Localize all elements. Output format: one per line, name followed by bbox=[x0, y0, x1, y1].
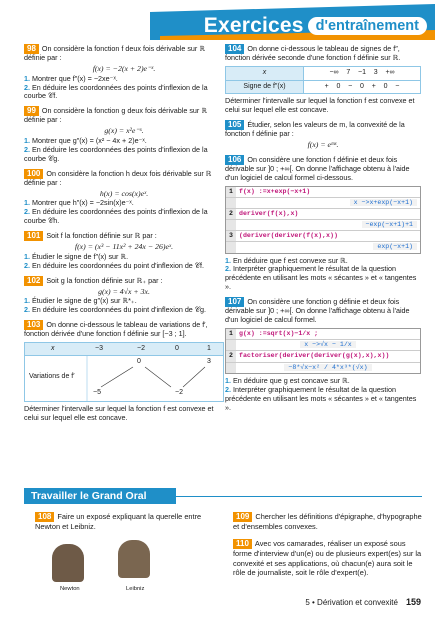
exercise-text: Déterminer l'intervalle sur lequel la fonction f est convexe et celui sur lequel elle est concave. bbox=[24, 403, 214, 422]
table-var-value: −2 bbox=[175, 388, 183, 396]
table-signs bbox=[304, 80, 421, 94]
question-text: Interpréter graphiquement le résultat de la question précédente en utilisant les mots « sécantes » et « tangentes ». bbox=[225, 264, 417, 292]
table-x-label: x bbox=[51, 344, 55, 352]
exercise-number: 105 bbox=[225, 120, 244, 130]
x-val: −∞ bbox=[329, 68, 339, 76]
cas-row bbox=[226, 340, 420, 351]
exercise-number: 101 bbox=[24, 231, 43, 241]
newton-portrait bbox=[52, 544, 84, 582]
cas-row bbox=[226, 242, 420, 252]
exercise-number: 100 bbox=[24, 169, 43, 179]
cas-result: −8*√x−x² / 4*x³*(√x) bbox=[284, 364, 371, 371]
cas-result: x −>x+exp(−x+1) bbox=[350, 199, 417, 206]
cas-input: g(x) :=sqrt(x)−1/x ; bbox=[239, 330, 319, 338]
question-text: En déduire les coordonnées du point d'inflexion de 𝒞g. bbox=[32, 305, 207, 315]
exercise-number: 107 bbox=[225, 297, 244, 307]
table-sign-label: Signe de f″(x) bbox=[226, 80, 304, 94]
page-footer bbox=[305, 597, 421, 607]
sign: − bbox=[395, 82, 400, 90]
question-number: 2. bbox=[225, 384, 231, 394]
question-number: 1. bbox=[24, 73, 30, 83]
caption-leibniz: Leibniz bbox=[126, 586, 145, 592]
table-x-value: 1 bbox=[207, 344, 211, 352]
leibniz-portrait bbox=[118, 540, 150, 578]
cas-line-number: 1 bbox=[226, 329, 236, 339]
cas-output bbox=[225, 186, 421, 254]
cas-result: exp(−x+1) bbox=[373, 243, 417, 250]
exercise-number: 103 bbox=[24, 320, 43, 330]
x-val: −1 bbox=[358, 68, 366, 76]
question-text: En déduire les coordonnées des points d'inflexion de la courbe 𝒞f. bbox=[24, 82, 208, 101]
cas-input: deriver(f(x),x) bbox=[239, 209, 299, 217]
chapter-label: 5 • Dérivation et convexité bbox=[305, 597, 398, 607]
question-text: Montrer que f″(x) = −2xe⁻ˣ. bbox=[32, 73, 118, 83]
exercise-99 bbox=[24, 106, 224, 163]
exercise-text: Chercher les définitions d'épigraphe, d'hypographe et d'ensembles convexes. bbox=[233, 512, 422, 531]
question-number: 1. bbox=[24, 198, 30, 208]
cas-line-number: 2 bbox=[226, 351, 236, 361]
exercise-98 bbox=[24, 44, 224, 101]
cas-line-number: 1 bbox=[226, 187, 236, 197]
question-text: Étudier le signe de f″(x) sur ℝ. bbox=[32, 251, 129, 261]
exercise-text: Soit g la fonction définie sur ℝ₊ par : bbox=[46, 275, 163, 285]
question-number: 1. bbox=[24, 135, 30, 145]
question-number: 2. bbox=[24, 305, 30, 315]
divider bbox=[176, 496, 422, 497]
exercise-text: Déterminer l'intervalle sur lequel la fonction f est convexe et celui sur lequel elle est concave. bbox=[225, 96, 415, 115]
exercise-text: Étudier, selon les valeurs de m, la convexité de la fonction f définie par : bbox=[225, 120, 405, 139]
variation-arrows bbox=[25, 343, 225, 401]
caption-newton: Newton bbox=[60, 586, 80, 592]
question-text: Montrer que h″(x) = −2sin(x)e⁻ˣ. bbox=[32, 198, 134, 208]
question-text: En déduire que g est concave sur ℝ. bbox=[233, 375, 350, 385]
x-val: 3 bbox=[373, 68, 378, 76]
question-text: En déduire les coordonnées des points d'inflexion de la courbe 𝒞g. bbox=[24, 144, 208, 163]
exercise-text: On donne ci-dessous le tableau de variations de f′, fonction dérivée d'une fonction f définie sur [−3 ; 1]. bbox=[24, 320, 208, 339]
cas-line-number: 3 bbox=[226, 231, 236, 241]
sign: 0 bbox=[360, 82, 364, 90]
sign-table bbox=[225, 66, 421, 94]
cas-row bbox=[226, 209, 420, 220]
table-x-value: −3 bbox=[95, 344, 103, 352]
exercise-text: On considère la fonction g deux fois dérivable sur ℝ définie par : bbox=[24, 106, 208, 125]
question-number: 2. bbox=[24, 144, 30, 154]
cas-row bbox=[226, 198, 420, 209]
question-number: 2. bbox=[225, 264, 231, 274]
exercise-text: On donne ci-dessous le tableau de signes de f″, fonction dérivée seconde d'une fonction f définie sur ℝ. bbox=[225, 44, 401, 62]
cas-row bbox=[226, 231, 420, 242]
sign: 0 bbox=[336, 82, 341, 90]
variation-table bbox=[24, 342, 224, 402]
exercise-110 bbox=[233, 539, 423, 577]
x-val: 7 bbox=[346, 68, 351, 76]
exercise-text: Soit f la fonction définie sur ℝ par : bbox=[46, 231, 157, 241]
exercise-number: 98 bbox=[24, 44, 39, 54]
right-column bbox=[225, 44, 421, 417]
question-text: En déduire les coordonnées des points d'inflexion de la courbe 𝒞h. bbox=[24, 207, 208, 226]
exercise-105 bbox=[225, 120, 421, 150]
cas-input: f(x) :=x+exp(−x+1) bbox=[239, 187, 311, 195]
table-x-label: x bbox=[226, 66, 304, 80]
formula: f(x) = −2(x + 2)e⁻ˣ. bbox=[92, 63, 156, 73]
exercise-number: 104 bbox=[225, 44, 244, 54]
cas-input: (deriver(deriver(f(x),x)) bbox=[239, 232, 338, 240]
exercise-number: 106 bbox=[225, 155, 244, 165]
exercise-108 bbox=[35, 512, 220, 531]
table-x-value bbox=[304, 66, 421, 80]
exercise-text: Faire un exposé expliquant la querelle entre Newton et Leibniz. bbox=[35, 512, 202, 531]
title-main: Exercices bbox=[203, 14, 304, 37]
exercise-text: Avec vos camarades, réaliser un exposé sous forme d'interview d'un(e) ou de plusieurs expert(es) sur la convexité et ses applications, où chacun(e) aura soit le rôle de journaliste, soit le rôle d'expert(e). bbox=[233, 539, 422, 577]
formula: g(x) = x²e⁻ˣ. bbox=[104, 126, 144, 136]
exercise-number: 99 bbox=[24, 106, 39, 116]
cas-row bbox=[226, 220, 420, 231]
question-text: Étudier le signe de g″(x) sur ℝ*₊. bbox=[32, 296, 137, 306]
question-text: En déduire que f est convexe sur ℝ. bbox=[233, 255, 348, 265]
exercise-number: 108 bbox=[35, 512, 54, 522]
question-number: 1. bbox=[225, 375, 231, 385]
x-val: +∞ bbox=[385, 68, 395, 76]
title-pill: d'entraînement bbox=[308, 17, 427, 35]
table-var-value: 0 bbox=[137, 357, 141, 365]
exercise-text: On considère une fonction f définie et deux fois dérivable sur ]0 ; +∞[. On donne l'affichage obtenu à l'aide d'un logiciel de calcul formel ci-dessous. bbox=[225, 154, 410, 182]
exercise-text: On considère une fonction g définie et deux fois dérivable sur ]0 ; +∞[. On donne l'affichage obtenu à l'aide d'un logiciel de calcul formel. bbox=[225, 297, 410, 325]
question-number: 2. bbox=[24, 207, 30, 217]
question-text: Montrer que g″(x) = (x² − 4x + 2)e⁻ˣ. bbox=[32, 135, 147, 145]
exercise-104 bbox=[225, 44, 421, 115]
table-x-value: 0 bbox=[175, 344, 179, 352]
formula: f(x) = eᵐˣ. bbox=[307, 140, 339, 150]
question-number: 1. bbox=[24, 296, 30, 306]
exercise-106 bbox=[225, 155, 421, 293]
table-var-value: 3 bbox=[207, 357, 211, 365]
oral-right-column bbox=[233, 512, 423, 577]
exercise-text: On considère la fonction f deux fois dérivable sur ℝ définie par : bbox=[24, 44, 206, 62]
cas-result: x −>√x − 1/x bbox=[300, 341, 355, 348]
exercise-101 bbox=[24, 231, 224, 271]
grand-oral-heading: Travailler le Grand Oral bbox=[24, 488, 176, 504]
cas-output bbox=[225, 328, 421, 374]
question-number: 2. bbox=[24, 82, 30, 92]
exercise-number: 110 bbox=[233, 539, 252, 549]
cas-row bbox=[226, 187, 420, 198]
exercise-number: 102 bbox=[24, 276, 43, 286]
exercise-100 bbox=[24, 169, 224, 226]
cas-input: factoriser(deriver(deriver(g(x),x),x)) bbox=[239, 352, 390, 360]
cas-row bbox=[226, 351, 420, 362]
cas-result: −exp(−x+1)+1 bbox=[362, 221, 417, 228]
question-text: En déduire les coordonnées du point d'inflexion de 𝒞f. bbox=[32, 260, 205, 270]
page-title bbox=[204, 14, 427, 38]
page-number: 159 bbox=[405, 597, 421, 607]
sign: + bbox=[371, 82, 376, 90]
table-x-value: −2 bbox=[137, 344, 145, 352]
exercise-109 bbox=[233, 512, 423, 531]
exercise-107 bbox=[225, 297, 421, 412]
question-number: 1. bbox=[24, 251, 30, 261]
question-text: Interpréter graphiquement le résultat de la question précédente en utilisant les mots « sécantes » et « tangentes ». bbox=[225, 384, 417, 412]
left-column bbox=[24, 44, 224, 428]
formula: g(x) = 4√x + 3x. bbox=[98, 286, 150, 296]
cas-row bbox=[226, 363, 420, 373]
cas-row bbox=[226, 329, 420, 340]
cas-line-number: 2 bbox=[226, 209, 236, 219]
exercise-text: On considère la fonction h deux fois dérivable sur ℝ définie par : bbox=[24, 168, 212, 187]
sign: + bbox=[324, 82, 329, 90]
table-var-value: −5 bbox=[93, 388, 101, 396]
exercise-102 bbox=[24, 276, 224, 316]
question-number: 1. bbox=[225, 255, 231, 265]
sign: 0 bbox=[383, 82, 388, 90]
sign: − bbox=[348, 82, 353, 90]
question-number: 2. bbox=[24, 260, 30, 270]
formula: f(x) = (x³ − 11x² + 24x − 26)eˣ. bbox=[74, 242, 174, 252]
exercise-103 bbox=[24, 320, 224, 423]
exercise-number: 109 bbox=[233, 512, 252, 522]
table-var-label: Variations de f′ bbox=[29, 372, 75, 380]
formula: h(x) = cos(x)eˣ. bbox=[99, 188, 149, 198]
